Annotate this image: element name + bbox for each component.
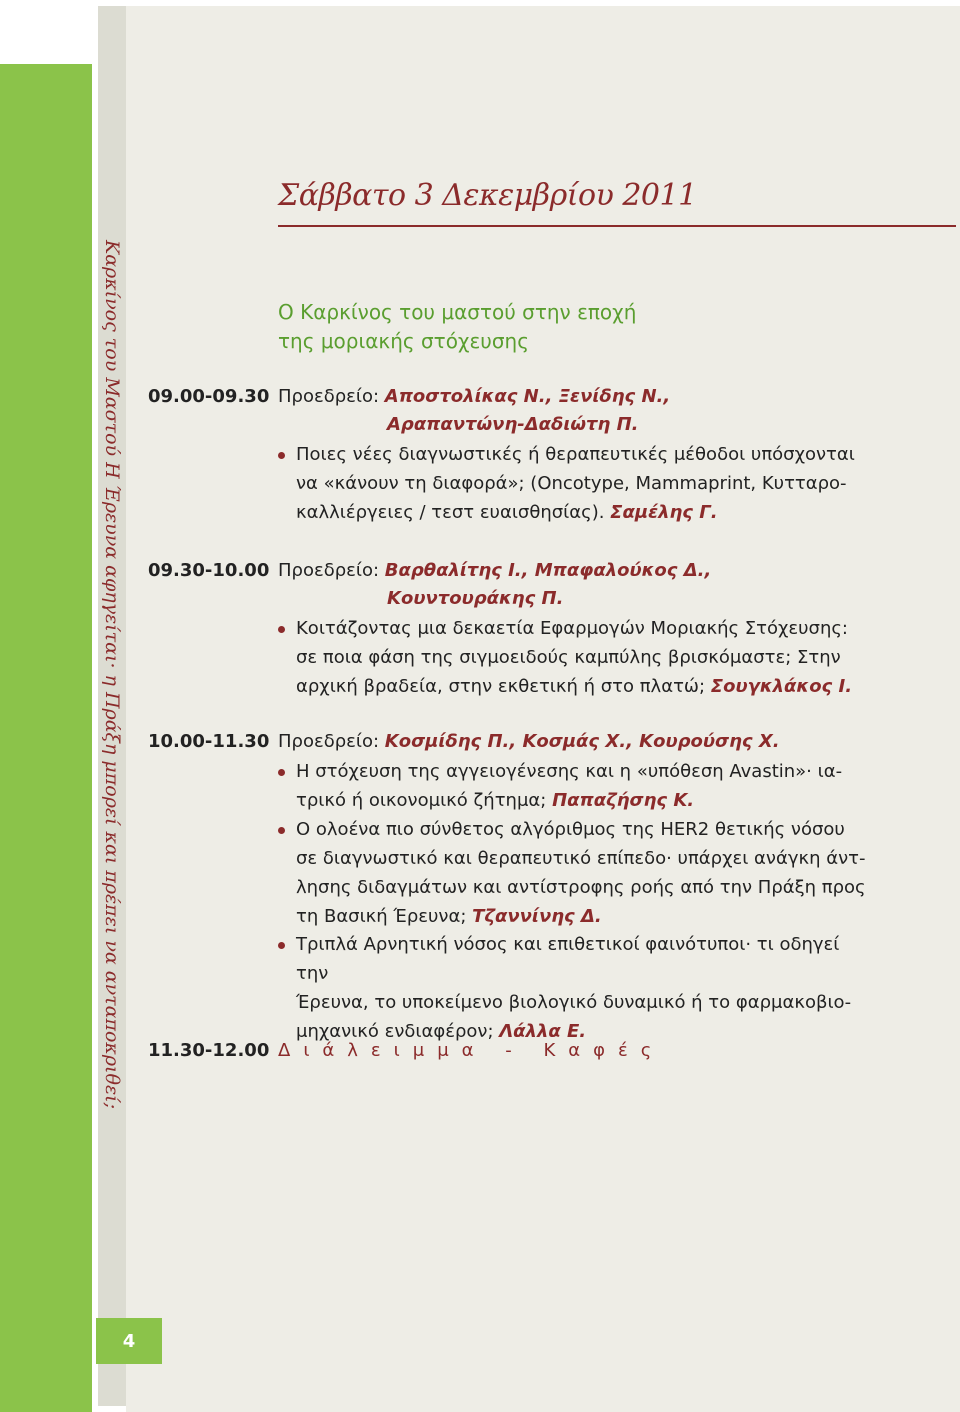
bullet-icon (278, 452, 285, 459)
session-title-line-2: της μοριακής στόχευσης (278, 329, 529, 353)
talk-line: αρχική βραδεία, στην εκθετική ή στο πλατώ; (296, 676, 711, 697)
green-side-bar (0, 64, 92, 1412)
chair-names: Βαρθαλίτης Ι., Μπαφαλούκος Δ., (384, 560, 712, 581)
chair-label: Προεδρείο: (278, 731, 385, 752)
talk-line: λησης διδαγμάτων και αντίστροφης ροής από την Πράξη προς (296, 877, 866, 898)
talk-line: Τριπλά Αρνητική νόσος και επιθετικοί φαινότυποι· τι οδηγεί την (296, 934, 840, 984)
talk-line: Έρευνα, το υποκείμενο βιολογικό δυναμικό ή το φαρμακοβιο- (296, 992, 852, 1013)
chair-names: Αποστολίκας Ν., Ξενίδης Ν., (384, 386, 671, 407)
bullet-icon (278, 769, 285, 776)
chair-label: Προεδρείο: (278, 560, 385, 581)
bullet-icon (278, 827, 285, 834)
bullet-icon (278, 942, 285, 949)
talk-line: μηχανικό ενδιαφέρον; (296, 1021, 500, 1042)
running-title: Καρκίνος του Μαστού Η Έρευνα αφηγείται· η Πράξη μπορεί και πρέπει να ανταποκριθεί; (101, 240, 123, 1109)
speaker-name: Σαμέλης Γ. (610, 502, 718, 523)
page-background (126, 6, 960, 1412)
chair-line (278, 560, 711, 581)
chair-line (278, 731, 780, 752)
speaker-name: Τζαννίνης Δ. (472, 906, 602, 927)
talk-line: Ο ολοένα πιο σύνθετος αλγόριθμος της HER2 θετικής νόσου (296, 819, 845, 840)
talk-item (278, 757, 868, 815)
session-title (278, 298, 636, 356)
talk-item (278, 815, 868, 931)
date-heading: Σάββατο 3 Δεκεμβρίου 2011 (278, 178, 697, 213)
speaker-name: Παπαζήσης Κ. (552, 790, 695, 811)
talk-line: τρικό ή οικονομικό ζήτημα; (296, 790, 553, 811)
chair-line (278, 386, 670, 407)
slot-time: 09.30-10.00 (148, 560, 270, 581)
break-time: 11.30-12.00 (148, 1040, 270, 1061)
talk-line: Κοιτάζοντας μια δεκαετία Εφαρμογών Μοριακής Στόχευσης: (296, 618, 848, 639)
talk-line: καλλιέργειες / τεστ ευαισθησίας). (296, 502, 611, 523)
chair-names-continued: Κουντουράκης Π. (387, 588, 564, 609)
slot-time: 09.00-09.30 (148, 386, 270, 407)
talk-item (278, 614, 868, 701)
chair-names-continued: Αραπαντώνη-Δαδιώτη Π. (387, 414, 639, 435)
bullet-icon (278, 626, 285, 633)
talk-line: σε διαγνωστικό και θεραπευτικό επίπεδο· υπάρχει ανάγκη άντ- (296, 848, 866, 869)
talk-line: να «κάνουν τη διαφορά»; (Oncotype, Mammaprint, Κυτταρο- (296, 473, 847, 494)
talk-line: τη Βασική Έρευνα; (296, 906, 473, 927)
speaker-name: Λάλλα Ε. (499, 1021, 587, 1042)
chair-names: Κοσμίδης Π., Κοσμάς Χ., Κουρούσης Χ. (384, 731, 780, 752)
speaker-name: Σουγκλάκος Ι. (710, 676, 853, 697)
chair-label: Προεδρείο: (278, 386, 385, 407)
session-title-line-1: Ο Καρκίνος του μαστού στην εποχή (278, 300, 637, 324)
talk-line: Ποιες νέες διαγνωστικές ή θεραπευτικές μέθοδοι υπόσχονται (296, 444, 855, 465)
talk-item (278, 930, 868, 1046)
slot-time: 10.00-11.30 (148, 731, 270, 752)
heading-divider (278, 225, 956, 227)
talk-line: Η στόχευση της αγγειογένεσης και η «υπόθεση Avastin»· ια- (296, 761, 843, 782)
break-label: Διάλειμμα - Καφές (278, 1040, 665, 1061)
talk-item (278, 440, 868, 527)
page-number: 4 (96, 1318, 162, 1364)
talk-line: σε ποια φάση της σιγμοειδούς καμπύλης βρισκόμαστε; Στην (296, 647, 841, 668)
